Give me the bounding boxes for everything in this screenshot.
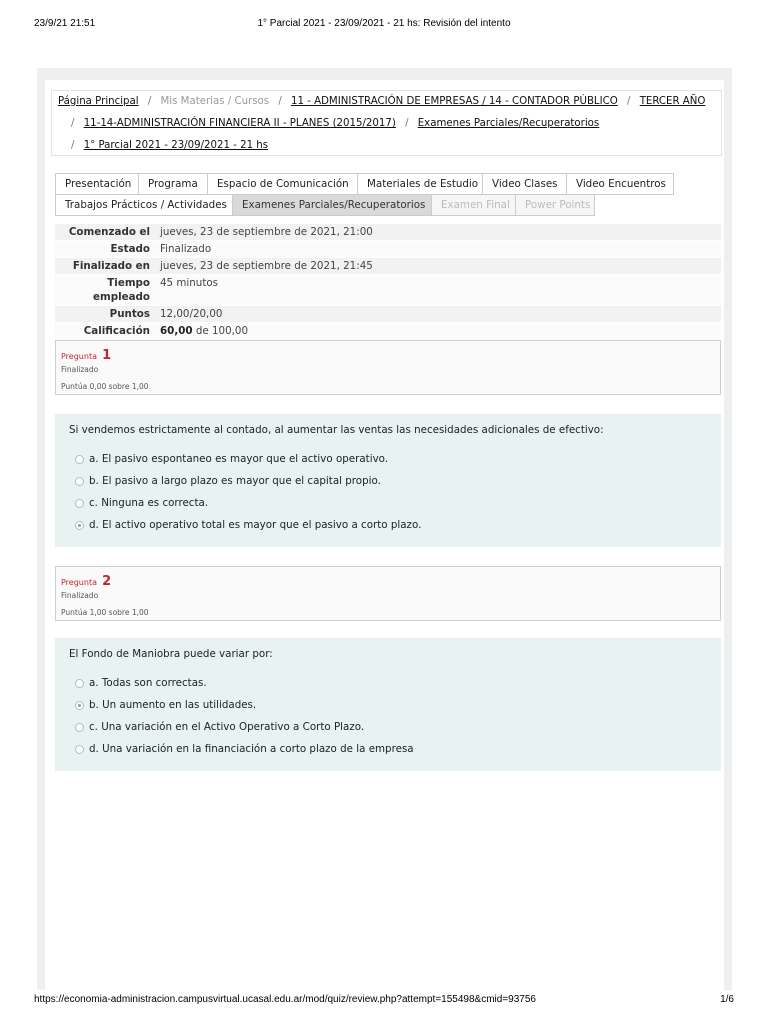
tab-programa[interactable]: Programa: [138, 173, 208, 195]
radio-button[interactable]: [75, 745, 84, 754]
print-datetime: 23/9/21 21:51: [34, 18, 96, 29]
radio-button-checked[interactable]: [75, 701, 84, 710]
tab-presentacion[interactable]: Presentación: [55, 173, 139, 195]
summary-row-state: Estado Finalizado: [55, 241, 721, 258]
answer-option[interactable]: b. El pasivo a largo plazo es mayor que el capital propio.: [69, 470, 721, 492]
radio-button[interactable]: [75, 477, 84, 486]
tab-video-encuentros[interactable]: Video Encuentros: [566, 173, 674, 195]
tab-materiales-estudio[interactable]: Materiales de Estudio: [357, 173, 483, 195]
answer-option[interactable]: c. Una variación en el Activo Operativo a Corto Plazo.: [69, 716, 721, 738]
radio-button[interactable]: [75, 455, 84, 464]
print-title: 1° Parcial 2021 - 23/09/2021 - 21 hs: Revisión del intento: [257, 18, 511, 29]
page-content: [45, 80, 724, 990]
breadcrumb-year[interactable]: TERCER AÑO: [639, 96, 706, 107]
breadcrumb: Página Principal / Mis Materias / Cursos / 11 - ADMINISTRACIÓN DE EMPRESAS / 14 - CONTADOR PÚBLICO / TERCER AÑO / 11-14-ADMINISTRACIÓN FINANCIERA II - PLANES (2015/2017) / Examenes Parciales/Recuperatorios / 1° Parcial 2021 - 23/09/2021 - 21 hs: [51, 90, 722, 156]
answer-option-selected[interactable]: b. Un aumento en las utilidades.: [69, 694, 721, 716]
question-number: 1: [102, 348, 112, 363]
radio-button[interactable]: [75, 499, 84, 508]
tab-power-points: Power Points: [515, 194, 595, 216]
question-text: El Fondo de Maniobra puede variar por:: [69, 648, 273, 660]
answer-option[interactable]: a. El pasivo espontaneo es mayor que el activo operativo.: [69, 448, 721, 470]
tab-examen-final: Examen Final: [431, 194, 516, 216]
question-grade: Puntúa 1,00 sobre 1,00: [61, 608, 149, 617]
page-frame: [37, 68, 732, 990]
answer-option[interactable]: a. Todas son correctas.: [69, 672, 721, 694]
answer-option[interactable]: c. Ninguna es correcta.: [69, 492, 721, 514]
summary-row-started: Comenzado el jueves, 23 de septiembre de 2021, 21:00: [55, 224, 721, 241]
summary-row-grade: Calificación 60,00 de 100,00: [55, 323, 721, 340]
question-content: [55, 414, 721, 547]
radio-button-checked[interactable]: [75, 521, 84, 530]
tab-trabajos-practicos[interactable]: Trabajos Prácticos / Actividades: [55, 194, 233, 216]
breadcrumb-quiz[interactable]: 1° Parcial 2021 - 23/09/2021 - 21 hs: [83, 140, 269, 151]
question-text: Si vendemos estrictamente al contado, al aumentar las ventas las necesidades adicionales de efectivo:: [69, 424, 604, 436]
print-url: https://economia-administracion.campusvirtual.ucasal.edu.ar/mod/quiz/review.php?attempt=155498&cmid=93756: [34, 994, 536, 1005]
print-header: [34, 18, 734, 32]
breadcrumb-category[interactable]: 11 - ADMINISTRACIÓN DE EMPRESAS / 14 - CONTADOR PÚBLICO: [291, 96, 618, 107]
question-info: Pregunta 2 Finalizado Puntúa 1,00 sobre 1,00: [55, 566, 721, 621]
tab-video-clases[interactable]: Video Clases: [482, 173, 567, 195]
tab-examenes-parciales[interactable]: Examenes Parciales/Recuperatorios: [232, 194, 432, 216]
question-info: Pregunta 1 Finalizado Puntúa 0,00 sobre 1,00: [55, 340, 721, 395]
answer-option[interactable]: d. Una variación en la financiación a corto plazo de la empresa: [69, 738, 721, 760]
question-grade: Puntúa 0,00 sobre 1,00: [61, 382, 149, 391]
question-state: Finalizado: [61, 365, 99, 374]
tab-espacio-comunicacion[interactable]: Espacio de Comunicación: [207, 173, 358, 195]
attempt-summary: [55, 224, 721, 340]
radio-button[interactable]: [75, 679, 84, 688]
summary-row-time: Tiempo empleado 45 minutos: [55, 275, 721, 306]
question-state: Finalizado: [61, 591, 99, 600]
breadcrumb-section[interactable]: Examenes Parciales/Recuperatorios: [417, 118, 600, 129]
answer-option-selected[interactable]: d. El activo operativo total es mayor que el pasivo a corto plazo.: [69, 514, 721, 536]
summary-row-marks: Puntos 12,00/20,00: [55, 306, 721, 323]
summary-row-finished: Finalizado en jueves, 23 de septiembre de 2021, 21:45: [55, 258, 721, 275]
breadcrumb-home[interactable]: Página Principal: [58, 96, 139, 107]
print-footer: [34, 994, 734, 1008]
radio-button[interactable]: [75, 723, 84, 732]
breadcrumb-course[interactable]: 11-14-ADMINISTRACIÓN FINANCIERA II - PLANES (2015/2017): [83, 118, 396, 129]
breadcrumb-courses: Mis Materias / Cursos: [160, 96, 270, 107]
question-content: [55, 638, 721, 771]
print-page-number: 1/6: [720, 994, 734, 1005]
question-number: 2: [102, 574, 112, 589]
